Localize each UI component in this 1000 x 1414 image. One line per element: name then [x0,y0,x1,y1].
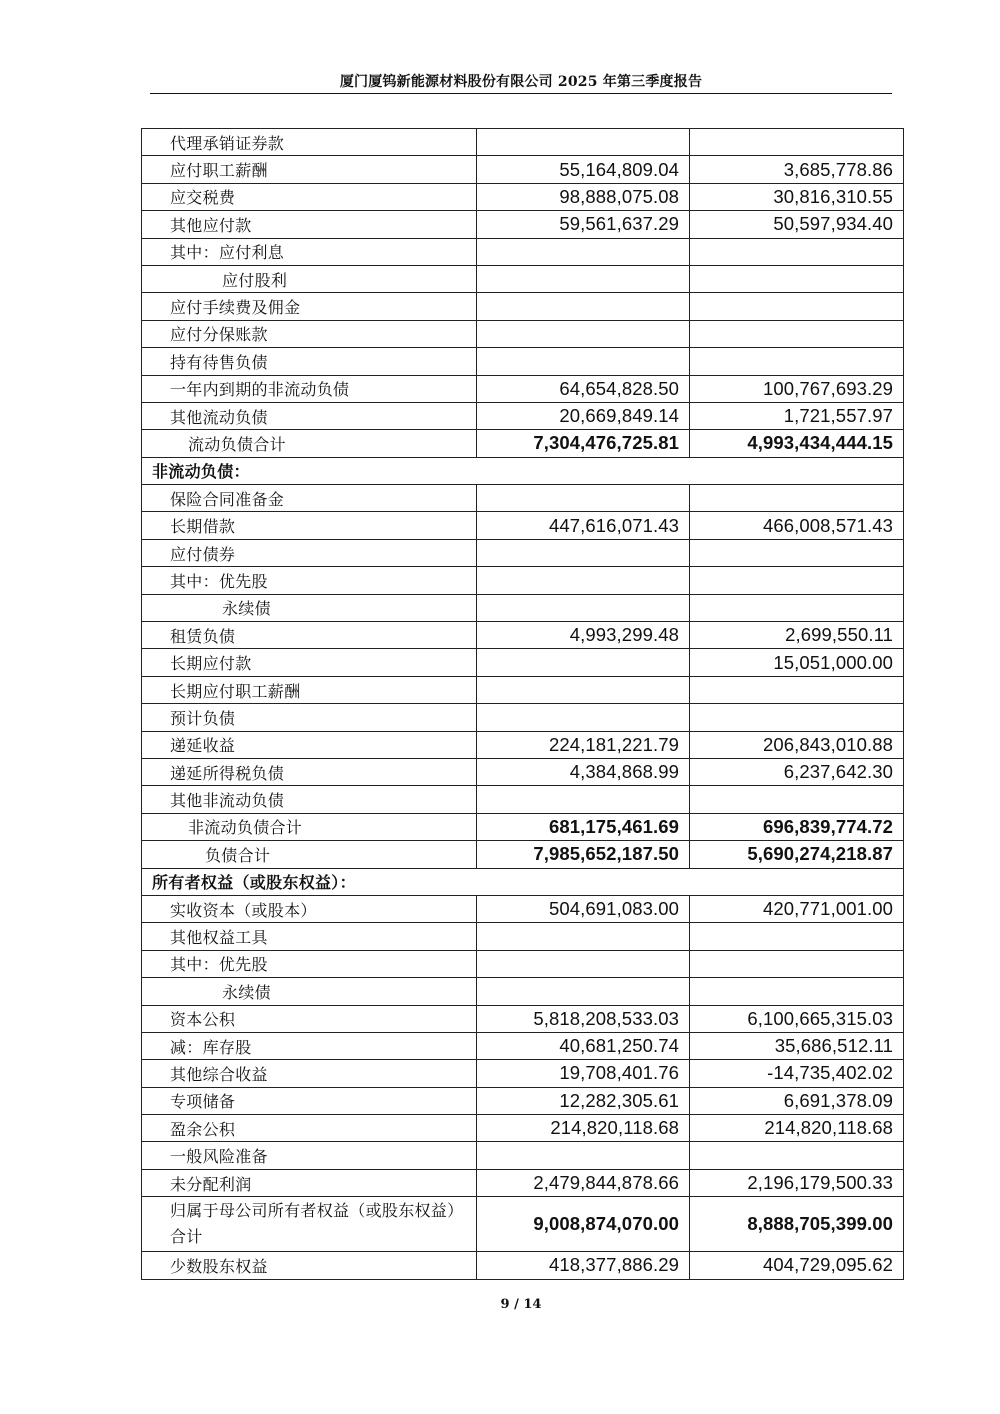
current-period-value [477,704,690,731]
prior-period-value: 8,888,705,399.00 [690,1197,904,1252]
table-row [142,402,904,429]
row-label: 长期应付款 [142,649,477,676]
row-label: 一般风险准备 [142,1142,477,1169]
prior-period-value: 3,685,778.86 [690,156,904,183]
row-label: 长期应付职工薪酬 [142,676,477,703]
row-label: 应交税费 [142,183,477,210]
equity-subtotal-row [142,1197,904,1252]
table-row [142,1087,904,1114]
row-label: 其中：优先股 [142,567,477,594]
balance-sheet-table [141,128,904,1280]
section-heading: 非流动负债： [142,457,904,484]
row-label: 其他应付款 [142,211,477,238]
table-row [142,320,904,347]
current-period-value: 681,175,461.69 [477,813,690,840]
prior-period-value: 6,100,665,315.03 [690,1005,904,1032]
current-period-value: 447,616,071.43 [477,512,690,539]
current-period-value: 214,820,118.68 [477,1115,690,1142]
prior-period-value [690,704,904,731]
current-period-value: 59,561,637.29 [477,211,690,238]
row-label: 应付职工薪酬 [142,156,477,183]
current-period-value [477,567,690,594]
row-label: 递延所得税负债 [142,758,477,785]
current-period-value: 5,818,208,533.03 [477,1005,690,1032]
current-period-value [477,485,690,512]
prior-period-value [690,1142,904,1169]
row-label: 负债合计 [142,841,477,868]
table-row [142,594,904,621]
total-row [142,841,904,868]
prior-period-value [690,348,904,375]
row-label: 应付手续费及佣金 [142,293,477,320]
subtotal-row [142,430,904,457]
row-label: 专项储备 [142,1087,477,1114]
current-period-value [477,238,690,265]
current-period-value: 19,708,401.76 [477,1060,690,1087]
table-row [142,895,904,922]
row-label: 少数股东权益 [142,1252,477,1279]
prior-period-value: 420,771,001.00 [690,895,904,922]
subtotal-row [142,813,904,840]
row-label: 保险合同准备金 [142,485,477,512]
current-period-value: 7,304,476,725.81 [477,430,690,457]
current-period-value: 20,669,849.14 [477,402,690,429]
row-label: 长期借款 [142,512,477,539]
table-row [142,1115,904,1142]
table-row [142,923,904,950]
prior-period-value: 5,690,274,218.87 [690,841,904,868]
prior-period-value: 2,699,550.11 [690,622,904,649]
table-row [142,649,904,676]
current-period-value [477,676,690,703]
header-divider [150,93,892,94]
current-period-value: 4,384,868.99 [477,758,690,785]
prior-period-value: 1,721,557.97 [690,402,904,429]
row-label: 持有待售负债 [142,348,477,375]
table-row [142,293,904,320]
current-period-value: 2,479,844,878.66 [477,1169,690,1196]
current-period-value: 224,181,221.79 [477,731,690,758]
table-row [142,1142,904,1169]
row-label: 应付股利 [142,265,477,292]
row-label: 预计负债 [142,704,477,731]
prior-period-value [690,567,904,594]
table-row [142,1169,904,1196]
table-row [142,539,904,566]
row-label: 未分配利润 [142,1169,477,1196]
prior-period-value: 2,196,179,500.33 [690,1169,904,1196]
table-row [142,786,904,813]
prior-period-value [690,923,904,950]
prior-period-value: -14,735,402.02 [690,1060,904,1087]
prior-period-value [690,238,904,265]
section-header-row [142,868,904,895]
prior-period-value: 214,820,118.68 [690,1115,904,1142]
table-row [142,211,904,238]
table-row [142,731,904,758]
table-row [142,978,904,1005]
prior-period-value: 6,691,378.09 [690,1087,904,1114]
row-label: 应付分保账款 [142,320,477,347]
current-period-value [477,978,690,1005]
table-row [142,1060,904,1087]
prior-period-value [690,950,904,977]
prior-period-value [690,320,904,347]
prior-period-value: 6,237,642.30 [690,758,904,785]
prior-period-value: 466,008,571.43 [690,512,904,539]
prior-period-value [690,293,904,320]
current-period-value [477,129,690,156]
row-label: 永续债 [142,594,477,621]
current-period-value [477,1142,690,1169]
prior-period-value [690,978,904,1005]
current-period-value [477,950,690,977]
row-label: 其他综合收益 [142,1060,477,1087]
prior-period-value [690,265,904,292]
table-row [142,129,904,156]
row-label: 归属于母公司所有者权益（或股东权益）合计 [142,1197,477,1252]
table-row [142,348,904,375]
table-row [142,676,904,703]
current-period-value [477,923,690,950]
current-period-value: 7,985,652,187.50 [477,841,690,868]
current-period-value [477,293,690,320]
current-period-value: 40,681,250.74 [477,1032,690,1059]
row-label: 流动负债合计 [142,430,477,457]
page-number: 9 / 14 [500,1297,542,1312]
row-label: 其他权益工具 [142,923,477,950]
row-label: 实收资本（或股本） [142,895,477,922]
row-label: 永续债 [142,978,477,1005]
current-period-value [477,320,690,347]
row-label: 递延收益 [142,731,477,758]
current-period-value: 12,282,305.61 [477,1087,690,1114]
table-row [142,567,904,594]
row-label: 其中：应付利息 [142,238,477,265]
row-label: 代理承销证券款 [142,129,477,156]
table-row [142,1005,904,1032]
prior-period-value [690,539,904,566]
row-label: 其中：优先股 [142,950,477,977]
prior-period-value [690,485,904,512]
row-label: 盈余公积 [142,1115,477,1142]
row-label: 租赁负债 [142,622,477,649]
table-row [142,704,904,731]
prior-period-value: 696,839,774.72 [690,813,904,840]
prior-period-value [690,676,904,703]
table-row [142,1252,904,1279]
table-row [142,758,904,785]
prior-period-value: 100,767,693.29 [690,375,904,402]
prior-period-value [690,786,904,813]
current-period-value: 418,377,886.29 [477,1252,690,1279]
prior-period-value: 50,597,934.40 [690,211,904,238]
prior-period-value: 206,843,010.88 [690,731,904,758]
current-period-value [477,265,690,292]
prior-period-value: 35,686,512.11 [690,1032,904,1059]
row-label: 一年内到期的非流动负债 [142,375,477,402]
table-row [142,156,904,183]
prior-period-value [690,129,904,156]
current-period-value [477,539,690,566]
current-period-value [477,786,690,813]
table-row [142,375,904,402]
current-period-value: 4,993,299.48 [477,622,690,649]
prior-period-value: 30,816,310.55 [690,183,904,210]
row-label: 其他非流动负债 [142,786,477,813]
table-row [142,512,904,539]
row-label: 应付债券 [142,539,477,566]
row-label: 非流动负债合计 [142,813,477,840]
table-row [142,238,904,265]
prior-period-value [690,594,904,621]
prior-period-value: 404,729,095.62 [690,1252,904,1279]
current-period-value [477,594,690,621]
table-row [142,950,904,977]
report-header-title: 厦门厦钨新能源材料股份有限公司 2025 年第三季度报告 [339,74,703,90]
table-row [142,622,904,649]
prior-period-value: 15,051,000.00 [690,649,904,676]
current-period-value: 98,888,075.08 [477,183,690,210]
current-period-value [477,348,690,375]
section-heading: 所有者权益（或股东权益）： [142,868,904,895]
prior-period-value: 4,993,434,444.15 [690,430,904,457]
section-header-row [142,457,904,484]
current-period-value [477,649,690,676]
current-period-value: 9,008,874,070.00 [477,1197,690,1252]
table-row [142,183,904,210]
row-label: 减：库存股 [142,1032,477,1059]
row-label: 其他流动负债 [142,402,477,429]
current-period-value: 504,691,083.00 [477,895,690,922]
table-row [142,265,904,292]
table-row [142,1032,904,1059]
row-label: 资本公积 [142,1005,477,1032]
table-row [142,485,904,512]
current-period-value: 55,164,809.04 [477,156,690,183]
current-period-value: 64,654,828.50 [477,375,690,402]
